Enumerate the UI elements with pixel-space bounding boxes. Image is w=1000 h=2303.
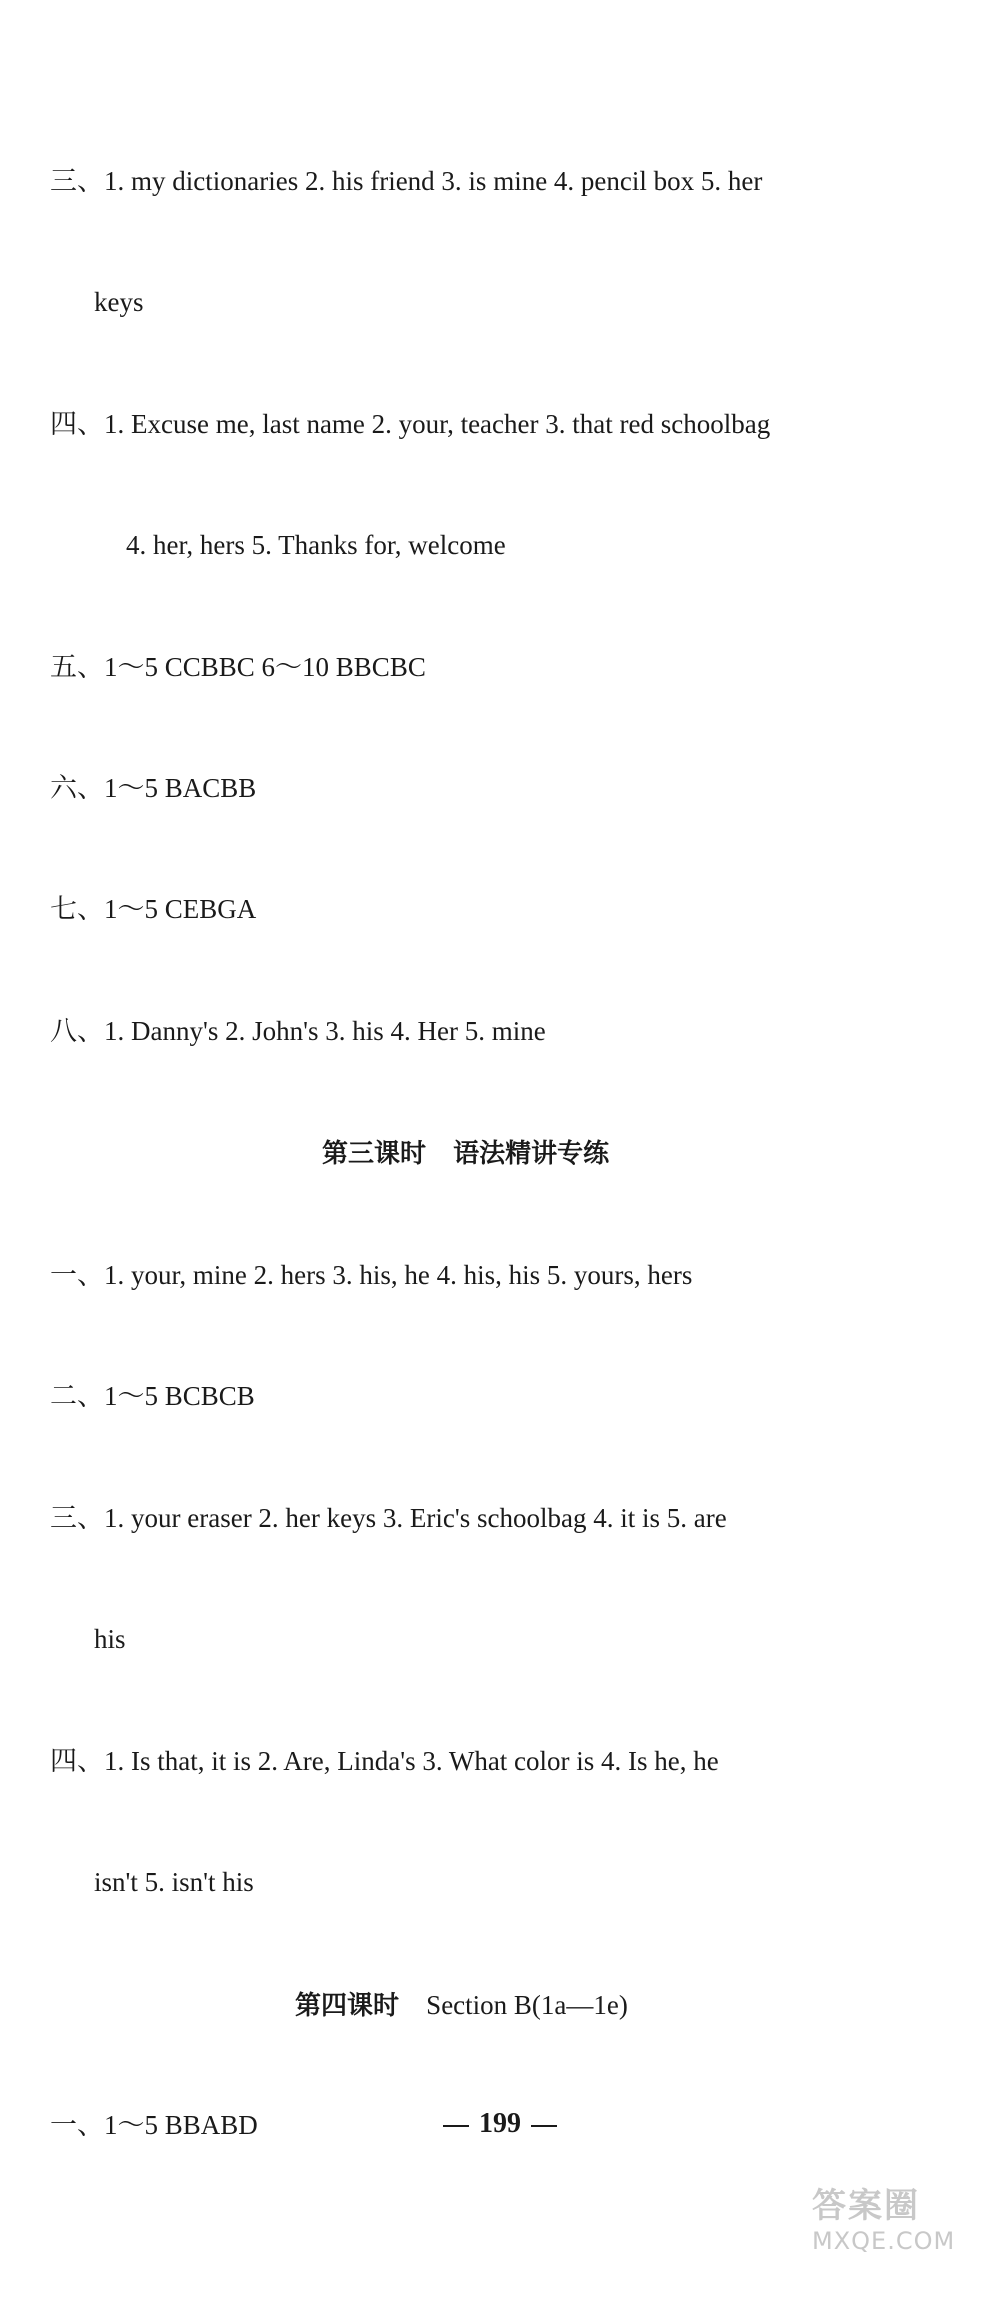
- page-number: [0, 2108, 1000, 2140]
- answer-line: 八、1. Danny's 2. John's 3. his 4. Her 5. mine: [50, 1016, 546, 1046]
- heading-subtitle: Section B(1a—1e): [426, 1990, 628, 2020]
- answer-line: 三、1. your eraser 2. her keys 3. Eric's schoolbag 4. it is 5. are: [50, 1503, 727, 1533]
- answer-line: 五、1～5 CCBBC 6～10 BBCBC: [50, 652, 426, 682]
- page-number-text: 199: [479, 2108, 521, 2139]
- answer-line: 二、1～5 BCBCB: [50, 1381, 255, 1411]
- answer-line: 四、1. Is that, it is 2. Are, Linda's 3. What color is 4. Is he, he: [50, 1746, 719, 1776]
- answer-line: 四、1. Excuse me, last name 2. your, teacher 3. that red schoolbag: [50, 409, 771, 439]
- answer-line: 三、1. my dictionaries 2. his friend 3. is mine 4. pencil box 5. her: [50, 166, 763, 196]
- dash-right: [531, 2125, 557, 2127]
- answer-line: 4. her, hers 5. Thanks for, welcome: [126, 530, 506, 560]
- heading-subtitle: 语法精讲专练: [453, 1139, 610, 1169]
- answer-line: isn't 5. isn't his: [94, 1867, 254, 1897]
- answer-line: 六、1～5 BACBB: [50, 773, 257, 803]
- section-heading-lesson4: [295, 1988, 628, 2023]
- heading-title: 第四课时: [295, 1991, 400, 2021]
- site-watermark: [812, 2178, 988, 2298]
- answer-line: his: [94, 1624, 126, 1654]
- heading-title: 第三课时: [322, 1139, 427, 1169]
- section-heading-lesson3: [322, 1137, 609, 1171]
- answer-line: 七、1～5 CEBGA: [50, 894, 257, 924]
- watermark-url: MXQE.COM: [812, 2227, 956, 2255]
- watermark-logo: 答案圈: [812, 2186, 920, 2226]
- dash-left: [443, 2125, 469, 2127]
- answer-line: keys: [94, 287, 144, 317]
- answer-line: 一、1. your, mine 2. hers 3. his, he 4. his, his 5. yours, hers: [50, 1260, 693, 1290]
- answer-line: 一、1～5 BBABD: [50, 2110, 258, 2140]
